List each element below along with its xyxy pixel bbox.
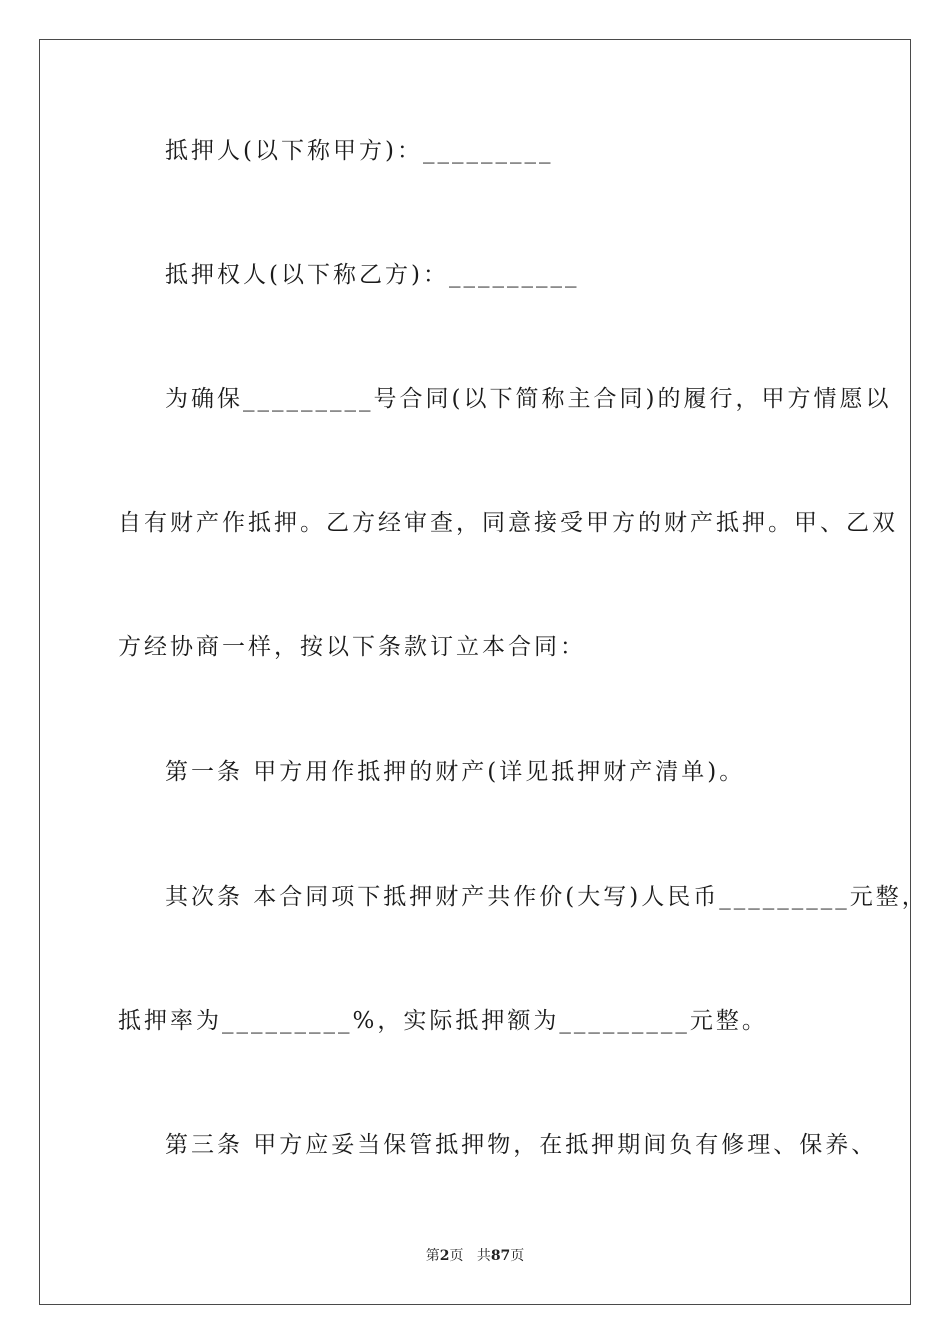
article-1-line: 第一条 甲方用作抵押的财产(详见抵押财产清单)。 xyxy=(165,759,746,785)
page-footer xyxy=(0,1246,950,1266)
page-number: 2 xyxy=(439,1248,450,1264)
article-2-line-1: 其次条 本合同项下抵押财产共作价(大写)人民币_________元整， xyxy=(165,884,928,910)
article-2-line-2: 抵押率为_________%，实际抵押额为_________元整。 xyxy=(118,1008,768,1034)
page-prefix: 第 xyxy=(425,1248,440,1264)
preamble-line-2: 自有财产作抵押。乙方经审查，同意接受甲方的财产抵押。甲、乙双 xyxy=(118,510,898,536)
pledgee-line: 抵押权人(以下称乙方)：_________ xyxy=(165,262,580,288)
preamble-line-3: 方经协商一样，按以下条款订立本合同： xyxy=(118,634,586,660)
pledgor-line: 抵押人(以下称甲方)：_________ xyxy=(165,138,554,164)
page-suffix: 页 xyxy=(449,1248,464,1264)
total-prefix: 共 xyxy=(476,1248,491,1264)
article-3-line-1: 第三条 甲方应妥当保管抵押物，在抵押期间负有修理、保养、 xyxy=(165,1132,878,1158)
total-suffix: 页 xyxy=(510,1248,525,1264)
page-frame xyxy=(39,39,911,1305)
total-pages: 87 xyxy=(490,1248,511,1264)
preamble-line-1: 为确保_________号合同(以下简称主合同)的履行，甲方情愿以 xyxy=(165,386,892,412)
